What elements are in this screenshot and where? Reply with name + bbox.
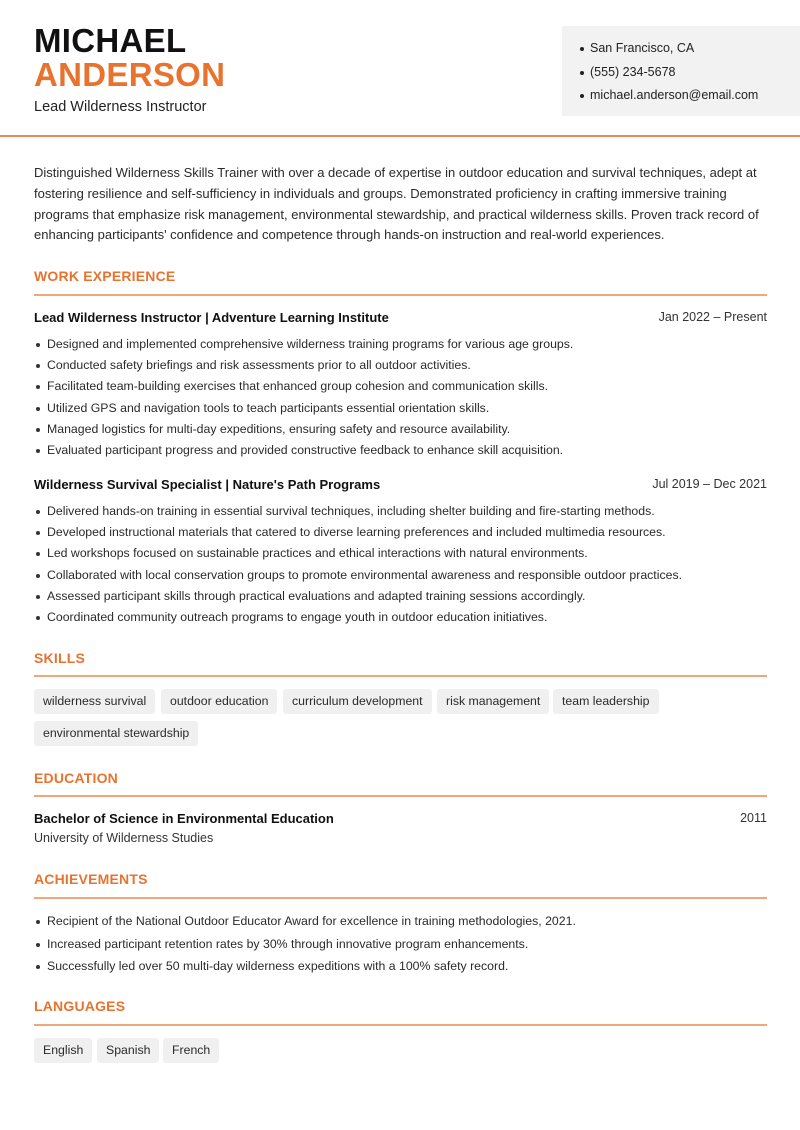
contact-box <box>562 26 800 116</box>
section-divider <box>34 897 767 899</box>
contact-email[interactable]: michael.anderson@email.com <box>580 84 800 108</box>
list-item: Managed logistics for multi-day expeditions, ensuring safety and resource availability. <box>34 420 767 441</box>
contact-location: San Francisco, CA <box>580 37 800 61</box>
skill-chip: wilderness survival <box>34 689 155 714</box>
list-item: Coordinated community outreach programs to engage youth in outdoor education initiatives. <box>34 608 767 629</box>
section-title-work: WORK EXPERIENCE <box>34 268 176 284</box>
skill-chip: environmental stewardship <box>34 721 198 746</box>
list-item: Designed and implemented comprehensive wilderness training programs for various age groups. <box>34 335 767 356</box>
first-name: MICHAEL <box>34 22 187 59</box>
list-item: Conducted safety briefings and risk assessments prior to all outdoor activities. <box>34 356 767 377</box>
skill-chip: outdoor education <box>161 689 277 714</box>
section-title-skills: SKILLS <box>34 650 85 666</box>
list-item: Utilized GPS and navigation tools to teach participants essential orientation skills. <box>34 399 767 420</box>
job-dates: Jul 2019 – Dec 2021 <box>652 477 767 491</box>
section-divider <box>34 795 767 797</box>
achievement-bullets <box>34 912 767 980</box>
section-title-languages: LANGUAGES <box>34 998 126 1014</box>
job-bullets <box>34 502 767 629</box>
list-item: Successfully led over 50 multi-day wilderness expeditions with a 100% safety record. <box>34 957 767 980</box>
list-item: Delivered hands-on training in essential survival techniques, including shelter building and fire-starting methods. <box>34 502 767 523</box>
language-chip: French <box>163 1038 219 1063</box>
education-degree: Bachelor of Science in Environmental Education <box>34 811 334 826</box>
contact-phone: (555) 234-5678 <box>580 61 800 85</box>
section-divider <box>34 294 767 296</box>
job-role: Wilderness Survival Specialist | Nature's Path Programs <box>34 477 381 492</box>
language-chip: Spanish <box>97 1038 159 1063</box>
section-title-achievements: ACHIEVEMENTS <box>34 871 148 887</box>
professional-summary: Distinguished Wilderness Skills Trainer with over a decade of expertise in outdoor education and survival techniques, adept at fostering resilience and self-sufficiency in individuals and groups. Demonstrated proficiency in crafting immersive training programs that emphasize risk management, environmental stewardship, and practical wilderness skills. Proven track record of enhancing participants' confidence and competence through hands-on instruction and real-world experiences. <box>34 165 759 243</box>
resume-header <box>0 0 800 137</box>
list-item: Evaluated participant progress and provided constructive feedback to enhance skill acquisition. <box>34 441 767 462</box>
last-name: ANDERSON <box>34 56 226 93</box>
list-item: Led workshops focused on sustainable practices and ethical interactions with natural environments. <box>34 544 767 565</box>
list-item: Collaborated with local conservation groups to promote environmental awareness and responsible outdoor practices. <box>34 566 767 587</box>
list-item: Assessed participant skills through practical evaluations and adapted training sessions accordingly. <box>34 587 767 608</box>
skill-chip: team leadership <box>553 689 659 714</box>
section-divider <box>34 675 767 677</box>
job-header <box>34 477 767 497</box>
skill-chip: risk management <box>437 689 549 714</box>
section-divider <box>34 1024 767 1026</box>
job-header <box>34 310 767 330</box>
list-item: Recipient of the National Outdoor Educator Award for excellence in training methodologies, 2021. <box>34 912 767 935</box>
job-dates: Jan 2022 – Present <box>658 310 767 324</box>
list-item: Developed instructional materials that catered to diverse learning preferences and included multimedia resources. <box>34 523 767 544</box>
education-year: 2011 <box>740 811 767 825</box>
job-title: Lead Wilderness Instructor <box>34 99 207 115</box>
list-item: Facilitated team-building exercises that enhanced group cohesion and communication skills. <box>34 377 767 398</box>
list-item: Increased participant retention rates by 30% through innovative program enhancements. <box>34 935 767 958</box>
section-title-education: EDUCATION <box>34 770 118 786</box>
education-school: University of Wilderness Studies <box>34 831 214 845</box>
job-role: Lead Wilderness Instructor | Adventure Learning Institute <box>34 310 389 325</box>
job-bullets <box>34 335 767 462</box>
skill-chip: curriculum development <box>283 689 432 714</box>
language-chip: English <box>34 1038 92 1063</box>
